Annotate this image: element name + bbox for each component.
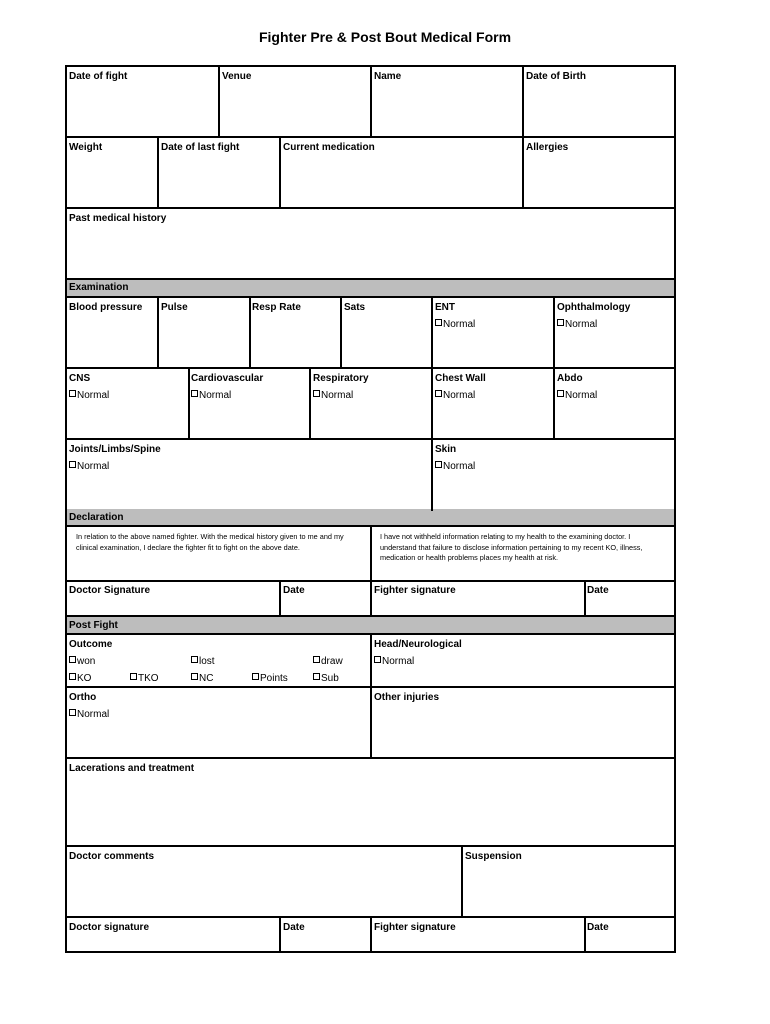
blood-pressure-field[interactable]: Blood pressure bbox=[69, 302, 143, 313]
ophthalmology-label: Ophthalmology bbox=[557, 302, 631, 313]
chest-wall-label: Chest Wall bbox=[435, 373, 486, 384]
column-divider bbox=[370, 527, 372, 617]
checkbox-icon bbox=[69, 709, 76, 716]
current-medication-field[interactable]: Current medication bbox=[283, 142, 375, 153]
outcome-won-checkbox[interactable]: won bbox=[69, 656, 95, 668]
checkbox-icon bbox=[313, 656, 320, 663]
date-of-fight-field[interactable]: Date of fight bbox=[69, 71, 128, 82]
name-field[interactable]: Name bbox=[374, 71, 402, 82]
post-fighter-signature-field[interactable]: Fighter signature bbox=[374, 922, 456, 933]
column-divider bbox=[279, 580, 281, 617]
post-fighter-date-field[interactable]: Date bbox=[587, 922, 609, 933]
fighter-signature-field[interactable]: Fighter signature bbox=[374, 585, 456, 596]
sats-field[interactable]: Sats bbox=[344, 302, 366, 313]
column-divider bbox=[249, 298, 251, 369]
ortho-normal-checkbox[interactable]: Normal bbox=[69, 709, 109, 721]
page-title: Fighter Pre & Post Bout Medical Form bbox=[258, 29, 512, 45]
ent-normal-checkbox[interactable]: Normal bbox=[435, 319, 475, 331]
column-divider bbox=[370, 67, 372, 138]
column-divider bbox=[522, 67, 524, 138]
column-divider bbox=[553, 369, 555, 440]
resp-rate-field[interactable]: Resp Rate bbox=[252, 302, 301, 313]
suspension-field[interactable]: Suspension bbox=[465, 851, 522, 862]
ophthalmology-normal-checkbox[interactable]: Normal bbox=[557, 319, 597, 331]
other-injuries-field[interactable]: Other injuries bbox=[374, 692, 440, 703]
column-divider bbox=[584, 918, 586, 953]
column-divider bbox=[522, 138, 524, 209]
venue-field[interactable]: Venue bbox=[222, 71, 252, 82]
declaration-heading: Declaration bbox=[69, 512, 124, 523]
examination-heading: Examination bbox=[69, 282, 129, 293]
checkbox-icon bbox=[435, 319, 442, 326]
checkbox-icon bbox=[252, 673, 259, 680]
column-divider bbox=[553, 298, 555, 369]
outcome-nc-checkbox[interactable]: NC bbox=[191, 673, 213, 685]
column-divider bbox=[340, 298, 342, 369]
allergies-field[interactable]: Allergies bbox=[526, 142, 569, 153]
abdo-label: Abdo bbox=[557, 373, 583, 384]
column-divider bbox=[461, 847, 463, 918]
outcome-tko-checkbox[interactable]: TKO bbox=[130, 673, 159, 685]
column-divider bbox=[279, 918, 281, 953]
skin-normal-checkbox[interactable]: Normal bbox=[435, 461, 475, 473]
lacerations-field[interactable]: Lacerations and treatment bbox=[69, 763, 195, 774]
outcome-label: Outcome bbox=[69, 639, 113, 650]
checkbox-icon bbox=[191, 673, 198, 680]
checkbox-icon bbox=[191, 390, 198, 397]
outcome-sub-checkbox[interactable]: Sub bbox=[313, 673, 339, 685]
checkbox-icon bbox=[557, 319, 564, 326]
post-doctor-signature-field[interactable]: Doctor signature bbox=[69, 922, 150, 933]
past-medical-history-field[interactable]: Past medical history bbox=[69, 213, 167, 224]
examination-band bbox=[67, 280, 674, 296]
post-doctor-date-field[interactable]: Date bbox=[283, 922, 305, 933]
head-neuro-label: Head/Neurological bbox=[374, 639, 462, 650]
outcome-points-checkbox[interactable]: Points bbox=[252, 673, 288, 685]
column-divider bbox=[431, 298, 433, 369]
checkbox-icon bbox=[435, 461, 442, 468]
column-divider bbox=[279, 138, 281, 209]
checkbox-icon bbox=[191, 656, 198, 663]
checkbox-icon bbox=[130, 673, 137, 680]
pulse-field[interactable]: Pulse bbox=[161, 302, 188, 313]
skin-label: Skin bbox=[435, 444, 457, 455]
chest-wall-normal-checkbox[interactable]: Normal bbox=[435, 390, 475, 402]
joints-normal-checkbox[interactable]: Normal bbox=[69, 461, 109, 473]
post-fight-heading: Post Fight bbox=[69, 620, 118, 631]
medical-form bbox=[65, 65, 676, 953]
checkbox-icon bbox=[435, 390, 442, 397]
column-divider bbox=[431, 369, 433, 440]
head-neuro-normal-checkbox[interactable]: Normal bbox=[374, 656, 414, 668]
checkbox-icon bbox=[313, 390, 320, 397]
respiratory-label: Respiratory bbox=[313, 373, 369, 384]
declaration-band bbox=[67, 509, 674, 525]
column-divider bbox=[370, 635, 372, 759]
column-divider bbox=[309, 369, 311, 440]
row-divider bbox=[67, 438, 674, 440]
respiratory-normal-checkbox[interactable]: Normal bbox=[313, 390, 353, 402]
cardiovascular-label: Cardiovascular bbox=[191, 373, 264, 384]
cns-label: CNS bbox=[69, 373, 91, 384]
post-fight-band bbox=[67, 617, 674, 633]
doctor-signature-field[interactable]: Doctor Signature bbox=[69, 585, 151, 596]
doctor-date-field[interactable]: Date bbox=[283, 585, 305, 596]
checkbox-icon bbox=[69, 673, 76, 680]
ent-label: ENT bbox=[435, 302, 455, 313]
cns-normal-checkbox[interactable]: Normal bbox=[69, 390, 109, 402]
column-divider bbox=[157, 138, 159, 209]
fighter-declaration-text: I have not withheld information relating to my health to the examining doctor. I understand that failure to disclose information pertaining to my recent KO, illness, medication or health problems places my health at risk. bbox=[380, 532, 643, 562]
date-of-last-fight-field[interactable]: Date of last fight bbox=[161, 142, 240, 153]
doctor-comments-field[interactable]: Doctor comments bbox=[69, 851, 155, 862]
outcome-lost-checkbox[interactable]: lost bbox=[191, 656, 215, 668]
row-divider bbox=[67, 845, 674, 847]
column-divider bbox=[431, 440, 433, 511]
doctor-declaration-text: In relation to the above named fighter. With the medical history given to me and my clinical examination, I declare the fighter fit to fight on the above date. bbox=[76, 532, 344, 552]
column-divider bbox=[584, 580, 586, 617]
weight-field[interactable]: Weight bbox=[69, 142, 103, 153]
fighter-date-field[interactable]: Date bbox=[587, 585, 609, 596]
checkbox-icon bbox=[374, 656, 381, 663]
checkbox-icon bbox=[557, 390, 564, 397]
ortho-label: Ortho bbox=[69, 692, 97, 703]
checkbox-icon bbox=[69, 390, 76, 397]
cardiovascular-normal-checkbox[interactable]: Normal bbox=[191, 390, 231, 402]
abdo-normal-checkbox[interactable]: Normal bbox=[557, 390, 597, 402]
date-of-birth-field[interactable]: Date of Birth bbox=[526, 71, 586, 82]
checkbox-icon bbox=[313, 673, 320, 680]
column-divider bbox=[157, 298, 159, 369]
checkbox-icon bbox=[69, 656, 76, 663]
column-divider bbox=[218, 67, 220, 138]
checkbox-icon bbox=[69, 461, 76, 468]
outcome-ko-checkbox[interactable]: KO bbox=[69, 673, 91, 685]
column-divider bbox=[188, 369, 190, 440]
joints-label: Joints/Limbs/Spine bbox=[69, 444, 161, 455]
column-divider bbox=[370, 918, 372, 953]
outcome-draw-checkbox[interactable]: draw bbox=[313, 656, 343, 668]
